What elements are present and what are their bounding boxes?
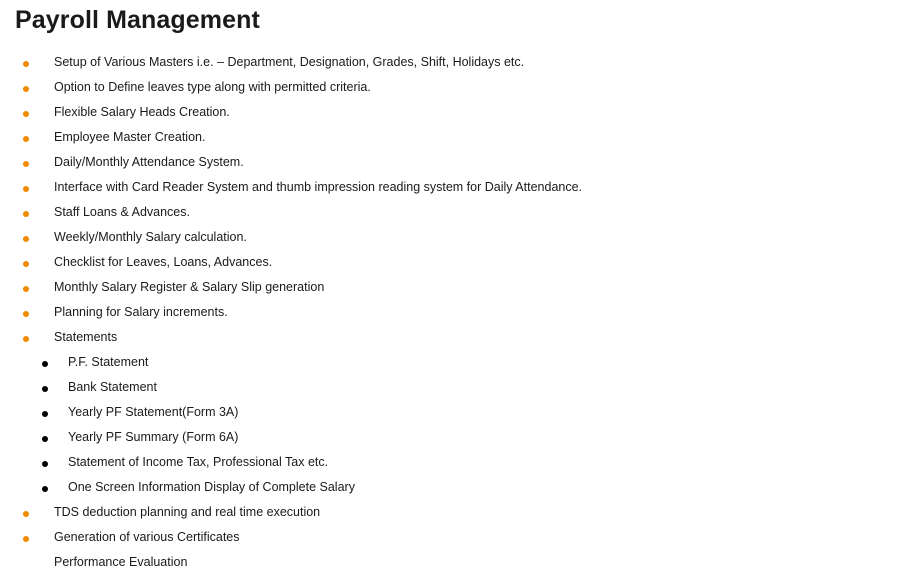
list-item-text: Statements bbox=[54, 330, 118, 344]
list-item-text: Performance Evaluation bbox=[54, 555, 188, 569]
bullet-icon bbox=[23, 111, 29, 117]
sub-list-item bbox=[0, 425, 900, 450]
bullet-icon bbox=[23, 336, 29, 342]
list-item bbox=[0, 225, 900, 250]
list-item-text: Checklist for Leaves, Loans, Advances. bbox=[54, 255, 273, 269]
list-item bbox=[0, 150, 900, 175]
list-item bbox=[0, 125, 900, 150]
bullet-icon bbox=[42, 411, 48, 417]
bullet-icon bbox=[23, 286, 29, 292]
bullet-icon bbox=[23, 236, 29, 242]
bullet-icon bbox=[23, 211, 29, 217]
sub-list-item bbox=[0, 450, 900, 475]
page-title: Payroll Management bbox=[15, 6, 260, 34]
sub-list-item-text: One Screen Information Display of Complete Salary bbox=[68, 480, 355, 494]
bullet-icon bbox=[23, 536, 29, 542]
list-item-text: Generation of various Certificates bbox=[54, 530, 240, 544]
sub-list-item-text: Yearly PF Summary (Form 6A) bbox=[68, 430, 239, 444]
bullet-icon bbox=[23, 511, 29, 517]
bullet-icon bbox=[23, 261, 29, 267]
bullet-icon bbox=[23, 136, 29, 142]
feature-list bbox=[0, 50, 900, 575]
bullet-icon bbox=[42, 386, 48, 392]
sub-list-item bbox=[0, 400, 900, 425]
list-item-text: TDS deduction planning and real time execution bbox=[54, 505, 321, 519]
sub-list-item-text: P.F. Statement bbox=[68, 355, 149, 369]
list-item-text: Interface with Card Reader System and thumb impression reading system for Daily Attendance. bbox=[54, 180, 583, 194]
bullet-icon bbox=[23, 161, 29, 167]
list-item bbox=[0, 275, 900, 300]
sub-list-item bbox=[0, 375, 900, 400]
list-item-text: Planning for Salary increments. bbox=[54, 305, 228, 319]
list-item-text: Staff Loans & Advances. bbox=[54, 205, 190, 219]
list-item bbox=[0, 175, 900, 200]
sub-list-item-text: Bank Statement bbox=[68, 380, 157, 394]
list-item bbox=[0, 300, 900, 325]
bullet-icon bbox=[42, 436, 48, 442]
bullet-icon bbox=[23, 311, 29, 317]
list-item bbox=[0, 100, 900, 125]
list-item bbox=[0, 525, 900, 550]
bullet-icon bbox=[23, 86, 29, 92]
list-item-text: Flexible Salary Heads Creation. bbox=[54, 105, 230, 119]
list-item-text: Monthly Salary Register & Salary Slip generation bbox=[54, 280, 325, 294]
bullet-icon bbox=[42, 486, 48, 492]
bullet-icon bbox=[42, 361, 48, 367]
sub-list-item-text: Statement of Income Tax, Professional Tax etc. bbox=[68, 455, 329, 469]
list-item bbox=[0, 75, 900, 100]
list-item bbox=[0, 500, 900, 525]
list-item bbox=[0, 200, 900, 225]
sub-list-item bbox=[0, 475, 900, 500]
list-item-text: Setup of Various Masters i.e. – Department, Designation, Grades, Shift, Holidays etc. bbox=[54, 55, 525, 69]
list-item bbox=[0, 325, 900, 350]
list-item-text: Option to Define leaves type along with permitted criteria. bbox=[54, 80, 371, 94]
bullet-icon bbox=[23, 186, 29, 192]
list-item bbox=[0, 50, 900, 75]
bullet-icon bbox=[23, 61, 29, 67]
list-item bbox=[0, 550, 900, 575]
list-item bbox=[0, 250, 900, 275]
sub-list-item-text: Yearly PF Statement(Form 3A) bbox=[68, 405, 239, 419]
list-item-text: Daily/Monthly Attendance System. bbox=[54, 155, 244, 169]
bullet-icon bbox=[42, 461, 48, 467]
sub-list-item bbox=[0, 350, 900, 375]
list-item-text: Employee Master Creation. bbox=[54, 130, 206, 144]
list-item-text: Weekly/Monthly Salary calculation. bbox=[54, 230, 247, 244]
